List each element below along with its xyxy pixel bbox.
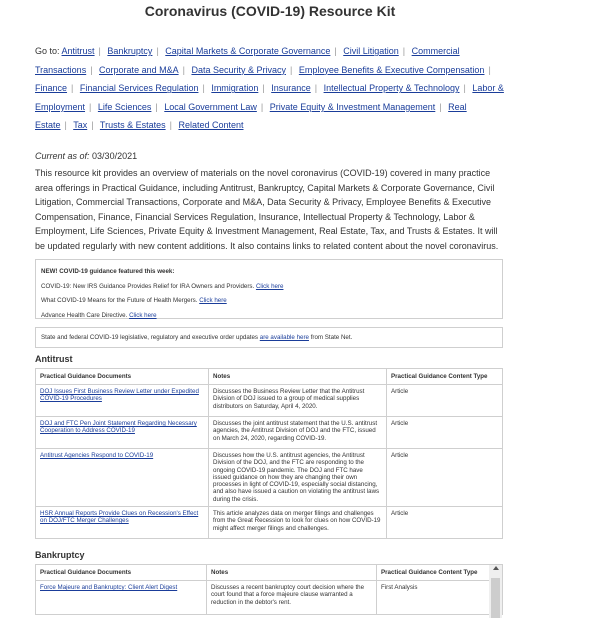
goto-link-capital-markets[interactable]: Capital Markets & Corporate Governance bbox=[165, 46, 331, 56]
table-row bbox=[36, 581, 503, 615]
column-header: Notes bbox=[209, 369, 387, 385]
goto-link-commercial-transactions[interactable]: Commercial Transactions bbox=[35, 46, 460, 75]
goto-link-insurance[interactable]: Insurance bbox=[271, 83, 311, 94]
content-type-cell: Article bbox=[387, 449, 503, 507]
goto-nav: Go to: Antitrust | Bankruptcy | Capital Markets & Corporate Governance | Civil Litigation | Commercial Transactions | Corporate and M&A | Data Security & Privacy | Employee Benefits & Executive Compensation | Finance | Financial Services Regulation | Immigration | Insurance | Intellectual Property & Technology | Labor & Employment | Life Sciences | Local Government Law | Private Equity & Investment Management | Real Estate | Tax | Trusts & Estates | Related Content bbox=[35, 46, 504, 131]
goto-link-financial-services[interactable]: Financial Services Regulation bbox=[79, 83, 199, 94]
goto-link-employee-benefits[interactable]: Employee Benefits & Executive Compensation bbox=[298, 64, 485, 75]
column-header: Practical Guidance Documents bbox=[36, 369, 209, 385]
bankruptcy-heading: Bankruptcy bbox=[35, 550, 85, 560]
antitrust-table bbox=[35, 368, 503, 539]
goto-label: Go to: bbox=[35, 46, 60, 56]
column-header: Notes bbox=[207, 565, 377, 581]
table-row bbox=[36, 417, 503, 449]
scroll-up-arrow-icon[interactable] bbox=[493, 566, 499, 570]
document-link[interactable]: HSR Annual Reports Provide Clues on Recession's Effect on DOJ/FTC Merger Challenges bbox=[40, 510, 199, 525]
scrollbar-thumb[interactable] bbox=[491, 578, 500, 618]
goto-link-labor-employment[interactable]: Labor & Employment bbox=[35, 83, 504, 112]
table-row bbox=[36, 449, 503, 507]
goto-link-tax[interactable]: Tax bbox=[73, 120, 88, 131]
state-net-text-after: from State Net. bbox=[310, 334, 353, 341]
goto-link-trusts-estates[interactable]: Trusts & Estates bbox=[99, 120, 166, 131]
column-header: Practical Guidance Content Type bbox=[387, 369, 503, 385]
notes-cell: Discusses how the U.S. antitrust agencies, the Antitrust Division of the DOJ, and the FTC are responding to the ongoing COVID-19 pandemic. The DOJ and FTC have issued guidance on how they are changing their own processes in light of COVID-19, especially social distancing, and also have issued a caution on violating the antitrust laws during the crisis. bbox=[209, 449, 387, 507]
notes-cell: Discusses the joint antitrust statement that the U.S. antitrust agencies, the Antitrust Division of DOJ and the FTC, issued on March 24, 2020, regarding COVID-19. bbox=[209, 417, 387, 449]
document-link[interactable]: Force Majeure and Bankruptcy: Client Alert Digest bbox=[40, 584, 178, 591]
new-guidance-heading: NEW! COVID-19 guidance featured this week: bbox=[41, 268, 175, 275]
goto-link-real-estate[interactable]: Real Estate bbox=[35, 101, 467, 131]
goto-link-local-government[interactable]: Local Government Law bbox=[164, 101, 257, 112]
state-net-box bbox=[35, 327, 503, 348]
page-title: Coronavirus (COVID-19) Resource Kit bbox=[144, 3, 396, 19]
notes-cell: Discusses the Business Review Letter that the Antitrust Division of DOJ issued to a group of medical supplies distributors on Saturday, April 4, 2020. bbox=[209, 385, 387, 417]
goto-link-corporate-ma[interactable]: Corporate and M&A bbox=[99, 64, 179, 75]
goto-link-data-security[interactable]: Data Security & Privacy bbox=[191, 64, 286, 75]
goto-link-private-equity[interactable]: Private Equity & Investment Management bbox=[269, 101, 436, 112]
new-guidance-item bbox=[41, 294, 497, 309]
goto-link-antitrust[interactable]: Antitrust bbox=[61, 46, 95, 56]
table-header-row bbox=[36, 369, 503, 385]
bankruptcy-table bbox=[35, 564, 503, 615]
goto-link-immigration[interactable]: Immigration bbox=[211, 83, 259, 94]
notes-cell: Discusses a recent bankruptcy court decision where the court found that a force majeure clause warranted a reduction in the debtor's rent. bbox=[207, 581, 377, 615]
click-here-link[interactable]: Click here bbox=[255, 282, 284, 290]
new-guidance-box bbox=[35, 259, 503, 319]
intro-paragraph: This resource kit provides an overview of materials on the novel coronavirus (COVID-19) covered in many practice area offerings in Practical Guidance, including Antitrust, Bankruptcy, Capital Markets & Corporate Governance, Civil Litigation, Commercial Transactions, Corporate and M&A, Data Security & Privacy, Employee Benefits & Executive Compensation, Finance, Financial Services Regulation, Insurance, Intellectual Property & Technology, Labor & Employment, Life Sciences, Private Equity & Investment Management, Real Estate, Tax, and Trusts & Estates. It will be updated regularly with new content additions. It also contains links to related content about the novel coronavirus. bbox=[35, 168, 499, 251]
content-type-cell: Article bbox=[387, 417, 503, 449]
new-guidance-item bbox=[41, 309, 497, 324]
content-type-cell: Article bbox=[387, 385, 503, 417]
content-type-cell: Article bbox=[387, 507, 503, 539]
goto-link-life-sciences[interactable]: Life Sciences bbox=[97, 101, 152, 112]
state-net-link[interactable]: are available here bbox=[259, 334, 309, 341]
new-guidance-text: COVID-19: New IRS Guidance Provides Relief for IRA Owners and Providers. bbox=[41, 282, 255, 290]
goto-link-finance[interactable]: Finance bbox=[35, 83, 68, 94]
current-label: Current as of: bbox=[35, 151, 90, 161]
document-link[interactable]: Antitrust Agencies Respond to COVID-19 bbox=[40, 452, 154, 459]
goto-link-bankruptcy[interactable]: Bankruptcy bbox=[107, 46, 153, 56]
goto-link-civil-litigation[interactable]: Civil Litigation bbox=[343, 46, 399, 56]
click-here-link[interactable]: Click here bbox=[129, 311, 157, 319]
notes-cell: This article analyzes data on merger filings and challenges from the Great Recession to look for clues on how COVID-19 might affect merger filings and challenges. bbox=[209, 507, 387, 539]
document-link[interactable]: DOJ Issues First Business Review Letter under Expedited COVID-19 Procedures bbox=[40, 388, 199, 403]
table-row bbox=[36, 507, 503, 539]
current-date: 03/30/2021 bbox=[92, 151, 138, 161]
current-as-of bbox=[35, 151, 137, 161]
goto-link-ip-technology[interactable]: Intellectual Property & Technology bbox=[323, 83, 460, 94]
state-net-text-before: State and federal COVID-19 legislative, regulatory and executive order updates bbox=[41, 334, 259, 341]
column-header: Practical Guidance Documents bbox=[36, 565, 207, 581]
goto-link-related-content[interactable]: Related Content bbox=[178, 120, 244, 131]
content-type-cell: First Analysis bbox=[377, 581, 503, 615]
column-header: Practical Guidance Content Type bbox=[377, 565, 503, 581]
table-row bbox=[36, 385, 503, 417]
antitrust-heading: Antitrust bbox=[35, 354, 73, 364]
document-link[interactable]: DOJ and FTC Pen Joint Statement Regarding Necessary Cooperation to Address COVID-19 bbox=[40, 420, 197, 435]
new-guidance-text: Advance Health Care Directive. bbox=[41, 311, 128, 319]
click-here-link[interactable]: Click here bbox=[199, 297, 227, 304]
new-guidance-text: What COVID-19 Means for the Future of Health Mergers. bbox=[41, 297, 198, 304]
table-header-row bbox=[36, 565, 503, 581]
new-guidance-item bbox=[41, 280, 497, 295]
